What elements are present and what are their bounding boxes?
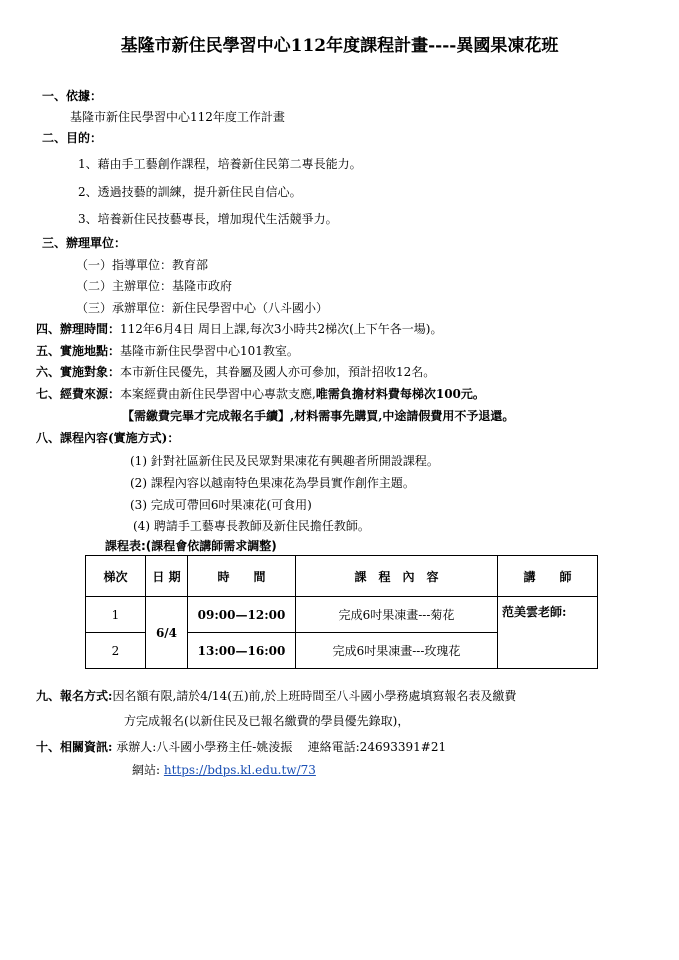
- session-cell: 1: [86, 597, 146, 633]
- funding-text: 本案經費由新住民學習中心專款支應,: [120, 387, 316, 401]
- time-cell: 09:00—12:00: [188, 597, 296, 633]
- contact-phone: 連絡電話:24693391#21: [307, 740, 447, 754]
- website-link[interactable]: https://bdps.kl.edu.tw/73: [163, 763, 316, 777]
- target-heading: 六、實施對象：: [36, 365, 121, 379]
- header-content: 課 程 內 容: [296, 556, 498, 597]
- time-cell: 13:00—16:00: [188, 633, 296, 669]
- funding-note-rest: ,材料需事先購買,中途請假費用不予退還。: [290, 409, 515, 423]
- purpose-heading: 二、目的：: [42, 131, 103, 145]
- table-row: [86, 597, 598, 633]
- content-cell: 完成6吋果凍畫---玫瑰花: [296, 633, 498, 669]
- funding-note: [122, 408, 514, 424]
- registration-text-2: 方完成報名(以新住民及已報名繳費的學員優先錄取)，: [124, 714, 410, 728]
- organizers-heading: 三、辦理單位：: [42, 236, 127, 250]
- time-heading: 四、辦理時間：: [36, 322, 121, 336]
- header-teacher: 講 師: [498, 556, 598, 597]
- purpose-item: 2、透過技藝的訓練，提升新住民自信心。: [78, 185, 302, 199]
- content-item: (2) 課程內容以越南特色果凍花為學員實作創作主題。: [130, 476, 415, 490]
- time-text: 112年6月4日 周日上課,每次3小時共2梯次(上下午各一場)。: [120, 322, 443, 336]
- content-item: (3) 完成可帶回6吋果凍花(可食用): [130, 498, 312, 512]
- registration-line: [36, 688, 516, 704]
- header-time: 時 間: [188, 556, 296, 597]
- table-header-row: [86, 556, 598, 597]
- website-label: 網站:: [132, 763, 161, 777]
- location-text: 基隆市新住民學習中心101教室。: [120, 344, 299, 358]
- basis-heading: 一、依據：: [42, 89, 103, 103]
- content-item: (4) 聘請手工藝專長教師及新住民擔任教師。: [133, 519, 370, 533]
- contact-line: [36, 739, 446, 755]
- organizer-item: （三）承辦單位：新住民學習中心（八斗國小）: [76, 301, 329, 315]
- contact-heading: 十、相關資訊:: [36, 740, 113, 754]
- funding-heading: 七、經費來源：: [36, 387, 121, 401]
- time-line: [36, 321, 442, 337]
- basis-text: 基隆市新住民學習中心112年度工作計畫: [70, 110, 285, 124]
- content-item: (1) 針對社區新住民及民眾對果凍花有興趣者所開設課程。: [130, 454, 439, 468]
- content-cell: 完成6吋果凍畫---菊花: [296, 597, 498, 633]
- contact-person: 承辦人:八斗國小學務主任-姚淩振: [116, 740, 293, 754]
- registration-heading: 九、報名方式:: [36, 689, 113, 703]
- funding-line: [36, 386, 485, 402]
- purpose-item: 3、培養新住民技藝專長，增加現代生活競爭力。: [78, 212, 338, 226]
- target-line: [36, 364, 435, 380]
- date-cell: 6/4: [146, 597, 188, 669]
- session-cell: 2: [86, 633, 146, 669]
- location-line: [36, 343, 299, 359]
- purpose-item: 1、藉由手工藝創作課程，培養新住民第二專長能力。: [78, 157, 362, 171]
- header-date: 日 期: [146, 556, 188, 597]
- organizer-item: （二）主辦單位：基隆市政府: [76, 279, 233, 293]
- teacher-cell: 范美雲老師:: [498, 597, 598, 669]
- registration-text-1: 因名額有限,請於4/14(五)前,於上班時間至八斗國小學務處填寫報名表及繳費: [112, 689, 517, 703]
- website-line: [132, 762, 316, 778]
- page-title: 基隆市新住民學習中心112年度課程計畫----異國果凍花班: [120, 36, 559, 56]
- content-heading: 八、課程內容(實施方式)：: [36, 431, 180, 445]
- schedule-title: 課程表:(課程會依講師需求調整): [105, 539, 277, 553]
- location-heading: 五、實施地點：: [36, 344, 121, 358]
- funding-note-bracket: 【需繳費完畢才完成報名手續】: [122, 409, 291, 423]
- target-text: 本市新住民優先，其眷屬及國人亦可參加，預計招收12名。: [120, 365, 436, 379]
- organizer-item: （一）指導單位：教育部: [76, 258, 209, 272]
- funding-text-bold: 唯需負擔材料費每梯次100元。: [315, 387, 485, 401]
- header-session: 梯次: [86, 556, 146, 597]
- schedule-table: [85, 555, 598, 669]
